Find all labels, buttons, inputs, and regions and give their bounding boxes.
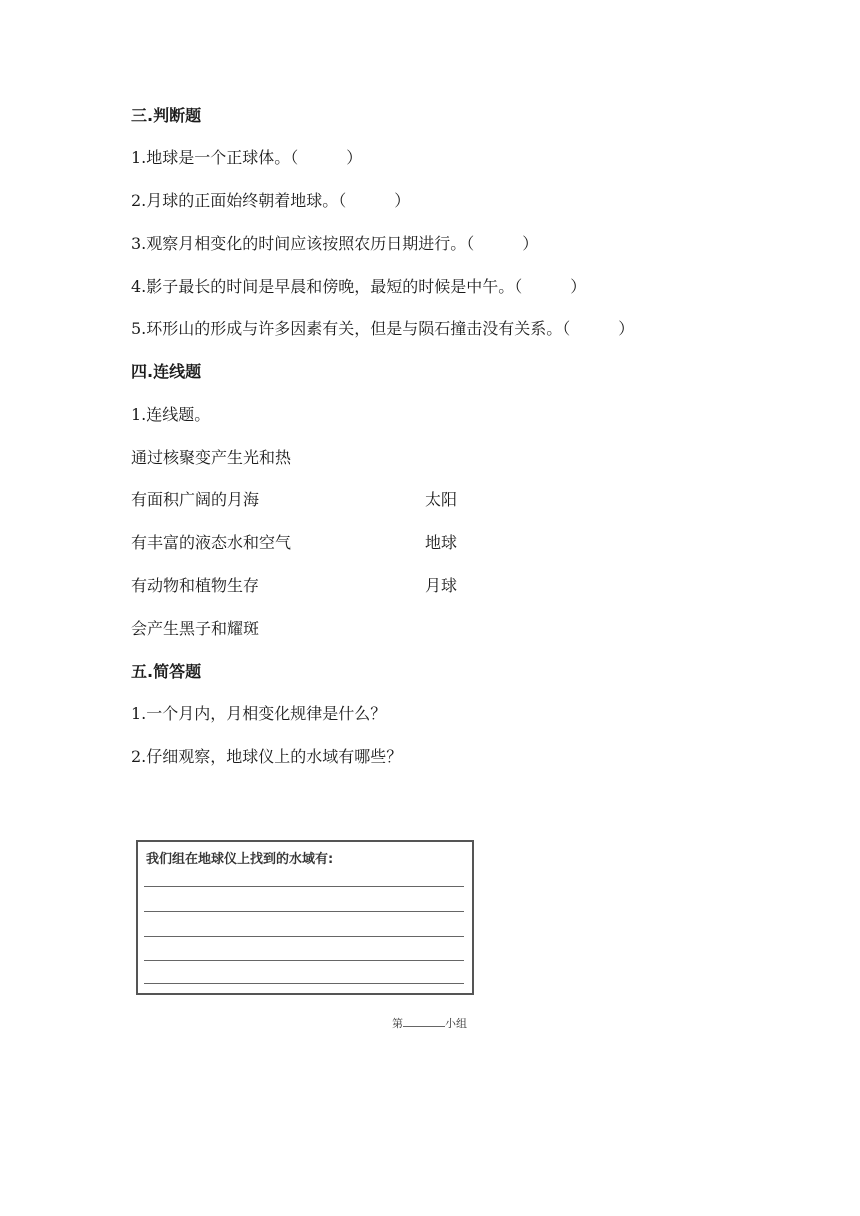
judgement-item-3: 3.观察月相变化的时间应该按照农历日期进行。（ ） bbox=[131, 234, 539, 253]
short-answer-item-1: 1.一个月内，月相变化规律是什么？ bbox=[131, 704, 387, 723]
section3-heading: 三.判断题 bbox=[131, 106, 202, 125]
matching-left-item-3: 有丰富的液态水和空气 bbox=[131, 533, 292, 552]
matching-right-item-sun: 太阳 bbox=[425, 490, 458, 509]
answer-line bbox=[144, 960, 464, 961]
section4-heading: 四.连线题 bbox=[131, 362, 202, 381]
answer-line bbox=[144, 983, 464, 984]
matching-left-item-5: 会产生黑子和耀斑 bbox=[131, 619, 260, 638]
section5-heading: 五.简答题 bbox=[131, 662, 202, 681]
group-number-blank bbox=[403, 1016, 445, 1027]
matching-left-item-2: 有面积广阔的月海 bbox=[131, 490, 260, 509]
matching-left-item-1: 通过核聚变产生光和热 bbox=[131, 448, 292, 467]
matching-question: 1.连线题。 bbox=[131, 405, 211, 424]
matching-right-item-earth: 地球 bbox=[425, 533, 458, 552]
short-answer-item-2: 2.仔细观察，地球仪上的水域有哪些？ bbox=[131, 747, 403, 766]
matching-right-item-moon: 月球 bbox=[425, 576, 458, 595]
answer-line bbox=[144, 886, 464, 887]
group-number-label bbox=[392, 1015, 467, 1031]
judgement-item-2: 2.月球的正面始终朝着地球。（ ） bbox=[131, 191, 411, 210]
answer-line bbox=[144, 936, 464, 937]
judgement-item-1: 1.地球是一个正球体。（ ） bbox=[131, 148, 363, 167]
group-prefix: 第 bbox=[392, 1017, 403, 1030]
group-suffix: 小组 bbox=[445, 1017, 467, 1030]
matching-left-item-4: 有动物和植物生存 bbox=[131, 576, 260, 595]
judgement-item-4: 4.影子最长的时间是早晨和傍晚，最短的时候是中午。（ ） bbox=[131, 277, 587, 296]
answer-line bbox=[144, 911, 464, 912]
worksheet-title: 我们组在地球仪上找到的水域有: bbox=[146, 852, 334, 867]
worksheet-box bbox=[136, 840, 474, 995]
judgement-item-5: 5.环形山的形成与许多因素有关，但是与陨石撞击没有关系。（ ） bbox=[131, 319, 635, 338]
